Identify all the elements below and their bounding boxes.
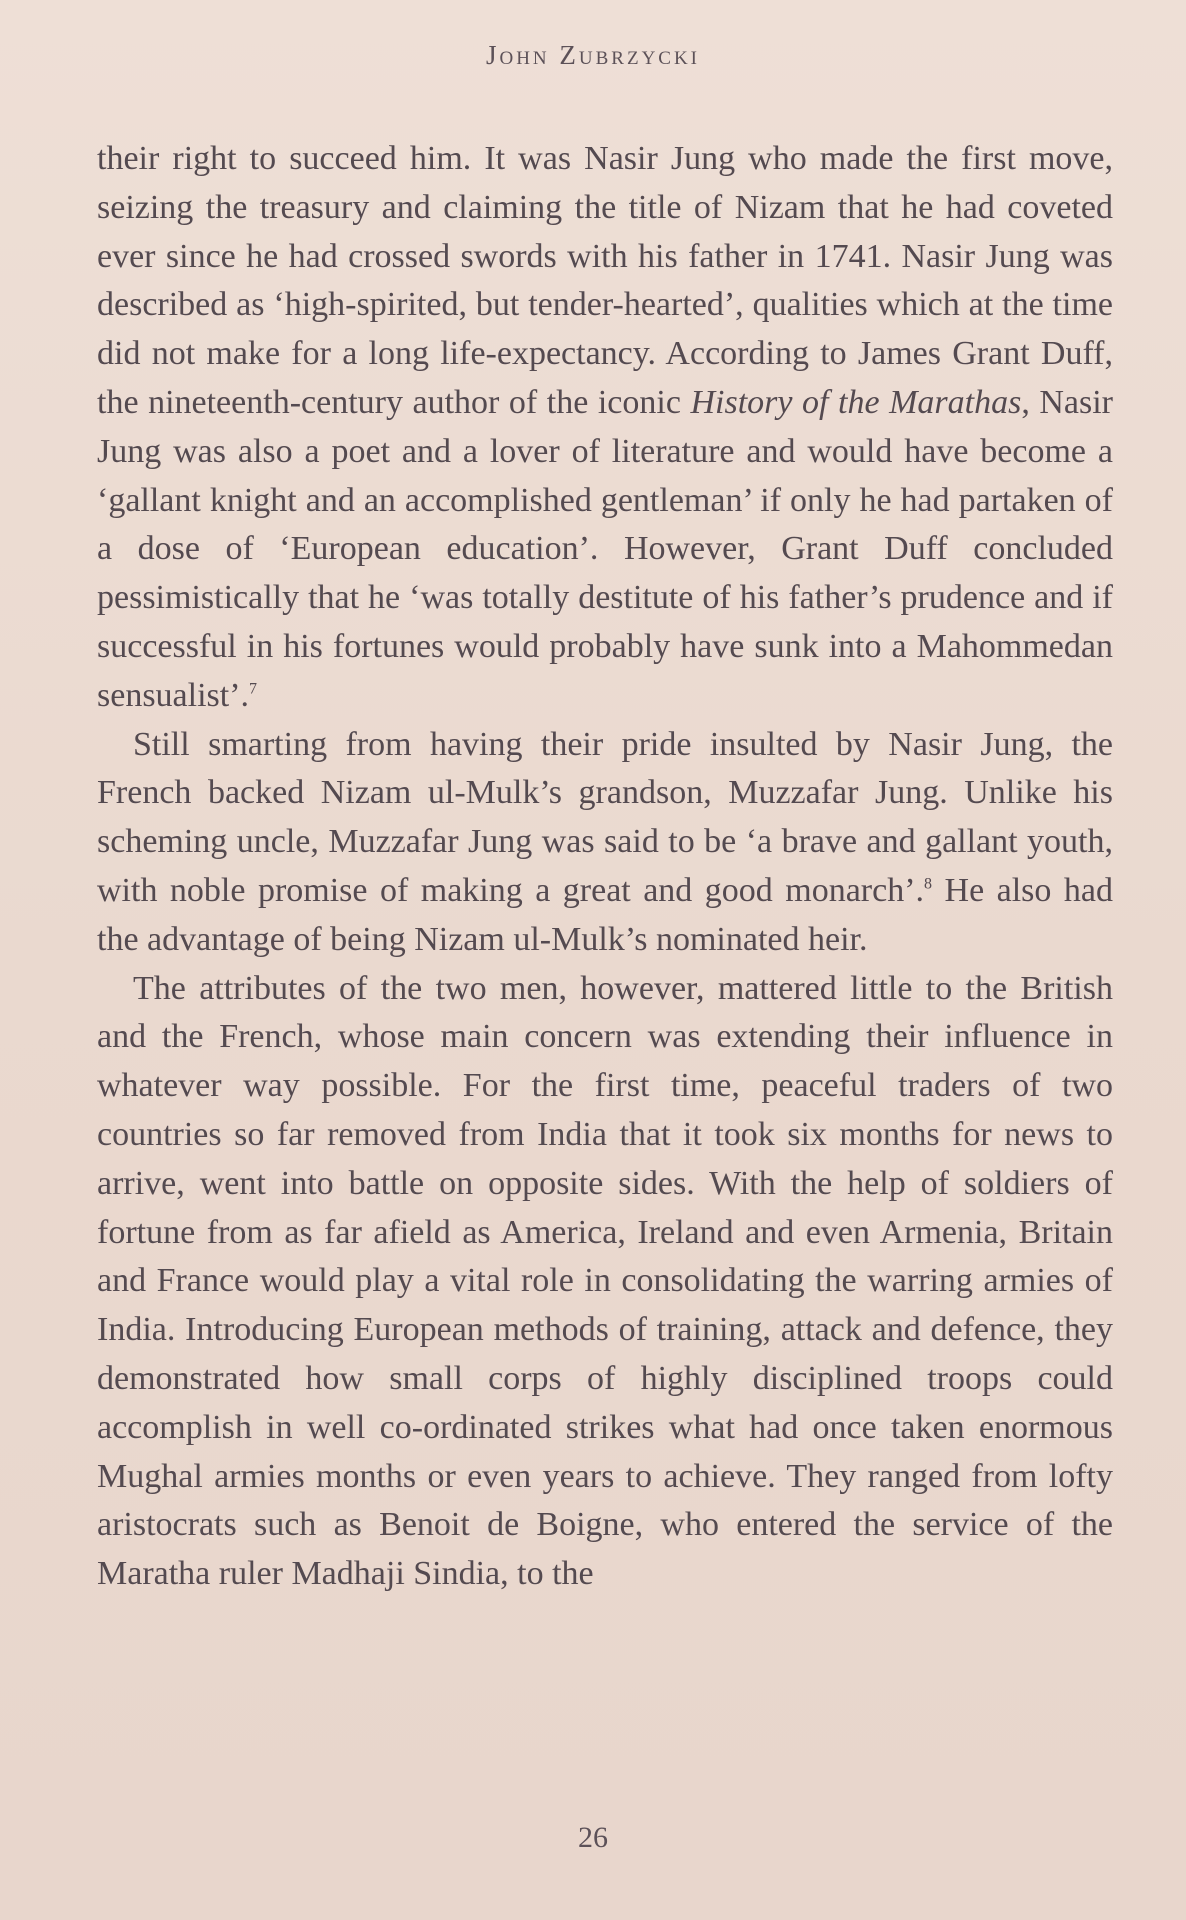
running-head: John Zubrzycki	[485, 40, 701, 70]
paragraph-2-text-a: Still smarting from having their pride insulted by Nasir Jung, the French backed Nizam ul-Mulk’s grandson, Muzzafar Jung. Unlike his scheming uncle, Muzzafar Jung was said to be ‘a brave and gallant youth, with noble promise of making a great and good monarch’.	[97, 725, 1113, 909]
paragraph-2-text-b: He also had the advantage of being Nizam ul-Mulk’s nominated heir.	[97, 871, 1113, 958]
page-number: 26	[578, 1821, 608, 1854]
paragraph-1-text-a: their right to succeed him. It was Nasir Jung who made the first move, seizing the treasury and claiming the title of Nizam that he had coveted ever since he had crossed swords with his father in 1741. Nasir Jung was described as ‘high-spirited, but tender-hearted’, qualities which at the time did not make for a long life-expectancy. According to James Grant Duff, the nineteenth-century author of the iconic	[97, 140, 1113, 421]
paragraph-1-text-b: , Nasir Jung was also a poet and a lover of literature and would have become a ‘gallant knight and an accomplished gentleman’ if only he had partaken of a dose of ‘European education’. However, Grant Duff concluded pessimistically that he ‘was totally destitute of his father’s prudence and if successful in his fortunes would probably have sunk into a Mahommedan sensualist’.	[97, 383, 1113, 714]
paragraph-1	[97, 135, 1113, 721]
book-title: History of the Marathas	[690, 383, 1022, 421]
paragraph-2	[97, 721, 1113, 965]
footnote-ref-7: 7	[249, 680, 258, 698]
body-text	[97, 135, 1113, 1599]
paragraph-3: The attributes of the two men, however, mattered little to the British and the French, whose main concern was extending their influence in whatever way possible. For the first time, peaceful traders of two countries so far removed from India that it took six months for news to arrive, went into battle on opposite sides. With the help of soldiers of fortune from as far afield as America, Ireland and even Armenia, Britain and France would play a vital role in consolidating the warring armies of India. Introducing European methods of training, attack and defence, they demonstrated how small corps of highly disciplined troops could accomplish in well co-ordinated strikes what had once taken enormous Mughal armies months or even years to achieve. They ranged from lofty aristocrats such as Benoit de Boigne, who entered the service of the Maratha ruler Madhaji Sindia, to the	[97, 969, 1113, 1593]
footnote-ref-8: 8	[924, 875, 933, 893]
